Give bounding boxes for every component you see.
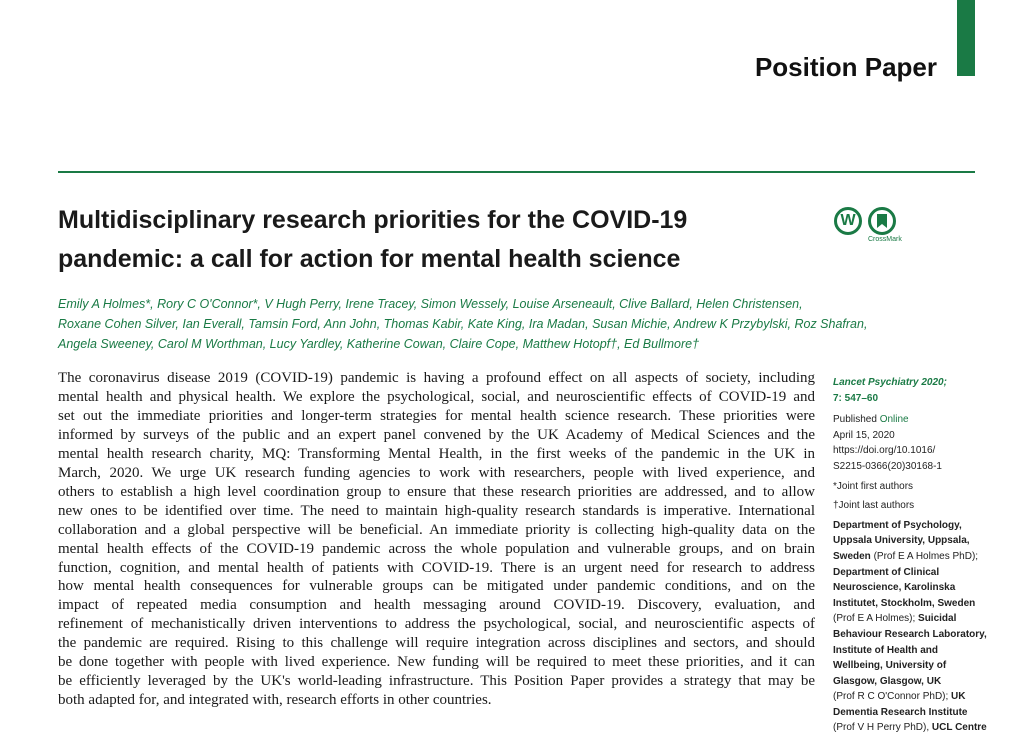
joint-first-note: *Joint first authors: [833, 480, 914, 492]
abstract-line: be efficiently leveraged by the UK's world-leading infrastructure. This Position Paper provides a strategy that may be: [58, 673, 815, 690]
affiliation-line: Dementia Research Institute: [833, 706, 968, 718]
affiliation-line: [833, 549, 983, 565]
author-list: [58, 294, 868, 354]
abstract-line: be done together with people with lived experience. New funding will be required to meet these priorities, and it can: [58, 654, 815, 671]
affiliation-line: Neuroscience, Karolinska: [833, 582, 956, 594]
author-line: Emily A Holmes*, Rory C O'Connor*, V Hugh Perry, Irene Tracey, Simon Wessely, Louise Arseneault, Clive Ballard, Helen Christensen,: [58, 297, 803, 311]
affiliation-line: Uppsala University, Uppsala,: [833, 535, 970, 547]
affiliation-line: Institutet, Stockholm, Sweden: [833, 597, 976, 609]
abstract-line: March, 2020. We urge UK research funding agencies to work with researchers, people with lived experience, and: [58, 464, 815, 481]
open-access-badge[interactable]: [834, 207, 862, 235]
article-sidebar: [833, 375, 987, 736]
affiliation-fragment: (Prof R C O'Connor PhD);: [833, 691, 949, 703]
abstract-line: collaboration and a global perspective will be beneficial. An immediate priority is collecting high-quality data on the: [58, 521, 815, 538]
abstract-line: mental health effects of the COVID-19 pandemic across the whole population and vulnerable groups, and on brain: [58, 540, 815, 557]
title-line: Multidisciplinary research priorities for the COVID-19: [58, 206, 688, 234]
abstract-line: how mental health consequences for vulnerable groups can be mitigated under pandemic conditions, and on the: [58, 578, 815, 595]
affiliation-fragment: UCL Centre: [929, 722, 987, 734]
affiliation-line: Department of Psychology,: [833, 519, 962, 531]
abstract-line: impact of repeated media consumption and health messaging around COVID-19. Discovery, evaluation, and: [58, 597, 815, 614]
doi-link[interactable]: S2215-0366(20)30168-1: [833, 460, 942, 472]
affiliation-fragment: (Prof V H Perry PhD),: [833, 722, 930, 734]
affiliation-fragment: Suicidal: [915, 613, 957, 625]
affiliation-line: Glasgow, Glasgow, UK: [833, 675, 942, 687]
title-line: pandemic: a call for action for mental health science: [58, 245, 681, 273]
section-color-bar: [957, 0, 975, 76]
affiliation-fragment: Sweden: [833, 550, 871, 562]
open-access-icon: W: [834, 207, 862, 235]
affiliation-line: [833, 689, 983, 705]
abstract-line: new ones to be identified over time. The need to maintain high-quality research standards is imperative. International: [58, 502, 815, 519]
published-label: Published: [833, 414, 877, 426]
published-date: April 15, 2020: [833, 429, 895, 441]
affiliation-line: Department of Clinical: [833, 566, 940, 578]
affiliation-fragment: UK: [948, 691, 966, 703]
crossmark-label: CrossMark: [868, 236, 902, 243]
abstract-line: the pandemic are required. Rising to this challenge will require integration across disciplines and sectors, and should: [58, 635, 815, 652]
abstract-line: mental health and physical health. We explore the psychological, social, and neuroscientific effects of COVID-19 and: [58, 388, 815, 405]
affiliation-fragment: (Prof E A Holmes);: [833, 613, 916, 625]
abstract: [58, 369, 815, 710]
joint-last-note: †Joint last authors: [833, 500, 915, 512]
abstract-line: The coronavirus disease 2019 (COVID-19) pandemic is having a profound effect on all aspects of society, including: [58, 370, 815, 386]
article-title: [58, 201, 798, 279]
online-label: Online: [879, 414, 909, 426]
affiliation-line: [833, 720, 987, 736]
author-line: Angela Sweeney, Carol M Worthman, Lucy Yardley, Katherine Cowan, Claire Cope, Matthew Hotopf†, Ed Bullmore†: [58, 337, 700, 351]
journal-volume: 7: 547–60: [833, 392, 879, 404]
abstract-line: others to establish a high level coordination group to ensure that these research priorities are addressed, and to allow: [58, 483, 815, 500]
abstract-line: mental health research charity, MQ: Transforming Mental Health, in the first weeks of the pandemic in the UK in: [58, 445, 815, 462]
affiliation-fragment: (Prof E A Holmes PhD);: [870, 550, 979, 562]
abstract-line: refinement of mechanistically driven interventions to address the psychological, social, and neuroscientific aspects of: [58, 616, 815, 633]
affiliation-line: Behaviour Research Laboratory,: [833, 628, 987, 640]
affiliation-line: Wellbeing, University of: [833, 660, 947, 672]
affiliation-line: [833, 611, 983, 627]
journal-citation: Lancet Psychiatry 2020;: [833, 377, 947, 388]
section-label: Position Paper: [754, 52, 937, 82]
header-rule: [58, 171, 975, 173]
affiliation-line: Institute of Health and: [833, 644, 938, 656]
doi-link[interactable]: https://doi.org/10.1016/: [833, 445, 936, 457]
abstract-line: informed by surveys of the public and an expert panel convened by the UK Academy of Medical Sciences and the: [58, 426, 815, 443]
crossmark-icon: [868, 207, 896, 235]
abstract-line: both adapted for, and integrated with, research efforts in other countries.: [58, 692, 492, 709]
abstract-line: set out the immediate priorities and longer-term strategies for mental health science research. These priorities were: [58, 407, 815, 424]
author-line: Roxane Cohen Silver, Ian Everall, Tamsin Ford, Ann John, Thomas Kabir, Kate King, Ira Madan, Susan Michie, Andrew K Przybylski, Roz Shafran,: [58, 317, 868, 331]
abstract-line: function, cognition, and mental health of patients with COVID-19. There is an urgent need for research to address: [58, 559, 815, 576]
crossmark-badge[interactable]: [868, 207, 902, 243]
published-line: [833, 412, 983, 428]
bookmark-icon: [875, 213, 889, 229]
